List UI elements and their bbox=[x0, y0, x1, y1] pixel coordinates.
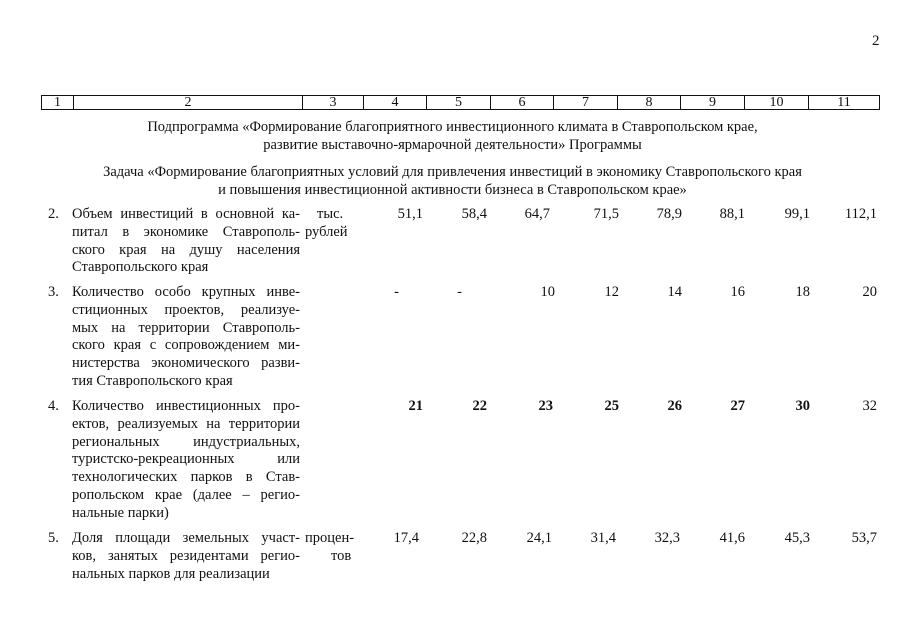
value-cell: - bbox=[457, 284, 462, 300]
header-cell: 2 bbox=[74, 96, 303, 110]
value-cell: 32,3 bbox=[654, 530, 680, 546]
header-cell: 6 bbox=[491, 96, 554, 110]
header-cell: 1 bbox=[42, 96, 74, 110]
task-title: и повышения инвестиционной активности бизнеса в Ставропольском крае» bbox=[218, 182, 687, 198]
value-cell: 10 bbox=[540, 284, 555, 300]
row-number: 5. bbox=[48, 530, 59, 546]
value-cell: 23 bbox=[538, 398, 553, 414]
indicator-name: Количество инвестиционных про- ектов, реализуемых на территории региональных индустриальных, туристско-рекреационных или технологических парков в Став- ропольском крае (далее – регио- нальные парки) bbox=[72, 398, 300, 521]
value-cell: 88,1 bbox=[719, 206, 745, 222]
task-title: Задача «Формирование благоприятных условий для привлечения инвестиций в экономику Ставропольского края bbox=[103, 164, 802, 180]
value-cell: 20 bbox=[862, 284, 877, 300]
row-number: 3. bbox=[48, 284, 59, 300]
value-cell: 27 bbox=[730, 398, 745, 414]
value-cell: 32 bbox=[862, 398, 877, 414]
unit: тыс. рублей bbox=[305, 206, 348, 240]
value-cell: 99,1 bbox=[784, 206, 810, 222]
value-cell: 14 bbox=[667, 284, 682, 300]
value-cell: 64,7 bbox=[524, 206, 550, 222]
header-cell: 8 bbox=[618, 96, 681, 110]
header-cell: 4 bbox=[364, 96, 427, 110]
value-cell: 21 bbox=[408, 398, 423, 414]
value-cell: 45,3 bbox=[784, 530, 810, 546]
page-number: 2 bbox=[872, 33, 880, 49]
header-cell: 10 bbox=[745, 96, 809, 110]
value-cell: 31,4 bbox=[590, 530, 616, 546]
value-cell: 18 bbox=[795, 284, 810, 300]
indicator-name: Количество особо крупных инве- стиционных проектов, реализуе- мых на территории Ставрополь- ского края с сопровождением ми- нистерства экономического разви- тия Ставропольского края bbox=[72, 284, 300, 389]
header-cell: 3 bbox=[303, 96, 364, 110]
value-cell: 58,4 bbox=[461, 206, 487, 222]
header-cell: 9 bbox=[681, 96, 745, 110]
unit: процен- тов bbox=[305, 530, 355, 564]
indicator-name: Доля площади земельных участ- ков, занятых резидентами регио- нальных парков для реализации bbox=[72, 530, 300, 582]
value-cell: 112,1 bbox=[844, 206, 877, 222]
value-cell: 71,5 bbox=[593, 206, 619, 222]
value-cell: - bbox=[394, 284, 399, 300]
value-cell: 25 bbox=[604, 398, 619, 414]
value-cell: 53,7 bbox=[851, 530, 877, 546]
value-cell: 51,1 bbox=[397, 206, 423, 222]
header-cell: 7 bbox=[554, 96, 618, 110]
value-cell: 22 bbox=[472, 398, 487, 414]
subprogram-title: Подпрограмма «Формирование благоприятного инвестиционного климата в Ставропольском крае, bbox=[147, 119, 758, 135]
row-number: 2. bbox=[48, 206, 59, 222]
value-cell: 41,6 bbox=[719, 530, 745, 546]
value-cell: 26 bbox=[667, 398, 682, 414]
value-cell: 78,9 bbox=[656, 206, 682, 222]
header-cell: 5 bbox=[427, 96, 491, 110]
value-cell: 17,4 bbox=[393, 530, 419, 546]
header-cell: 11 bbox=[809, 96, 880, 110]
value-cell: 24,1 bbox=[526, 530, 552, 546]
value-cell: 12 bbox=[604, 284, 619, 300]
row-number: 4. bbox=[48, 398, 59, 414]
value-cell: 16 bbox=[730, 284, 745, 300]
column-number-header bbox=[41, 95, 880, 110]
value-cell: 30 bbox=[795, 398, 810, 414]
subprogram-title: развитие выставочно-ярмарочной деятельности» Программы bbox=[263, 137, 642, 153]
indicator-name: Объем инвестиций в основной ка- питал в экономике Ставрополь- ского края на душу населения Ставропольского края bbox=[72, 206, 300, 276]
value-cell: 22,8 bbox=[461, 530, 487, 546]
